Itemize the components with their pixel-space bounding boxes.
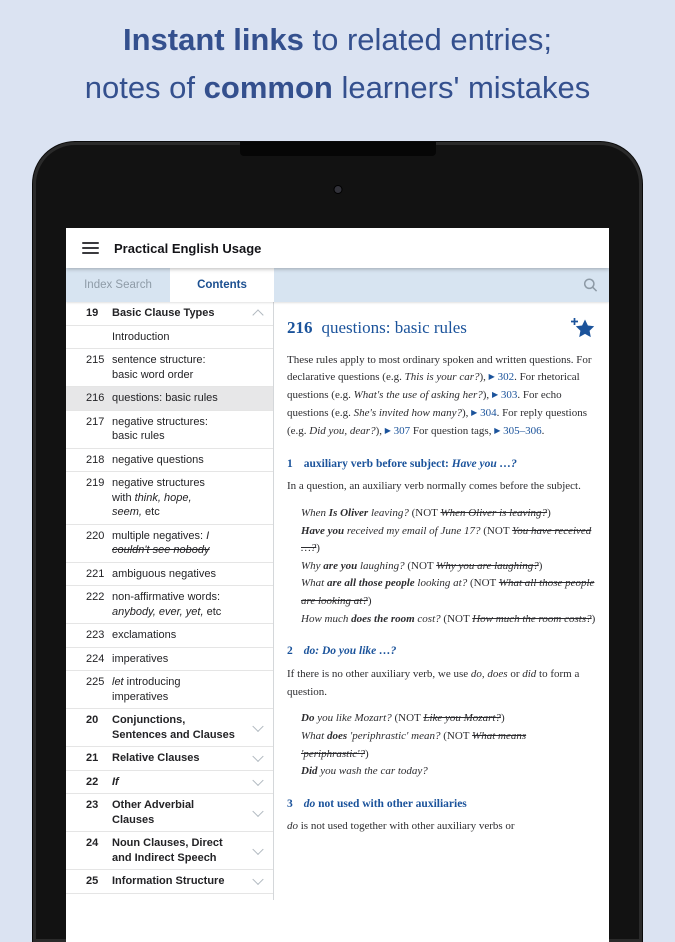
- entry-label: [112, 415, 223, 444]
- article-para: [287, 666, 596, 702]
- text-segment: do: [303, 797, 316, 810]
- text-segment: do:: [303, 645, 322, 658]
- text-segment: She's invited how many?: [353, 406, 462, 419]
- text-segment: ): [367, 595, 372, 607]
- section-number: 1: [287, 457, 293, 470]
- entry-number: [86, 330, 112, 345]
- text-segment: ): [364, 747, 369, 760]
- text-segment: let: [112, 676, 124, 688]
- sidebar-section[interactable]: [66, 747, 273, 771]
- text-segment: anybody, ever, yet,: [112, 605, 204, 618]
- sidebar-section[interactable]: [66, 771, 273, 795]
- text-segment: For question tags,: [410, 424, 495, 437]
- text-segment: Introduction: [112, 330, 170, 343]
- text-segment: What: [301, 730, 327, 743]
- text-segment: learners' mistakes: [332, 70, 591, 105]
- tab-bar: [66, 268, 609, 302]
- text-segment: If there is no other auxiliary verb, we use: [287, 667, 471, 680]
- tablet-frame: [33, 142, 642, 942]
- sidebar-section[interactable]: [66, 870, 273, 894]
- text-segment: negative structures with: [112, 477, 205, 504]
- entry-label: [112, 567, 223, 582]
- text-segment: Do: [301, 712, 315, 725]
- article-number: 216: [287, 318, 313, 337]
- text-segment: questions: basic rules: [112, 392, 218, 404]
- chevron-down-icon: [252, 774, 263, 785]
- tab-contents[interactable]: Contents: [170, 268, 274, 302]
- entry-label: [112, 330, 223, 345]
- text-segment: cost?: [414, 612, 444, 625]
- text-segment: ): [316, 542, 320, 555]
- text-segment: Why: [301, 559, 324, 572]
- text-segment: sentence structure: basic word order: [112, 354, 206, 381]
- text-segment: not used with other auxiliaries: [315, 797, 467, 810]
- article-heading: [287, 642, 596, 661]
- entry-label: [112, 628, 223, 643]
- sidebar-section[interactable]: [66, 794, 273, 832]
- text-segment: non-affirmative words:: [112, 591, 221, 603]
- entry-number: 225: [86, 676, 105, 688]
- entry-number: 218: [86, 453, 105, 466]
- text-segment: looking at?: [414, 577, 470, 590]
- sidebar-entry[interactable]: [66, 387, 273, 411]
- entry-label: [112, 306, 237, 321]
- text-segment: (NOT: [443, 612, 473, 625]
- sidebar-entry[interactable]: [66, 563, 273, 587]
- cross-reference-link[interactable]: 303: [498, 389, 518, 402]
- entry-number: 220: [86, 529, 105, 542]
- split-view: [66, 302, 609, 900]
- entry-label: [112, 675, 223, 704]
- text-segment: notes of: [84, 70, 204, 105]
- text-segment: ): [591, 612, 596, 625]
- entry-label: [112, 391, 223, 406]
- article-example: [301, 611, 596, 629]
- text-segment: couldn't see nobody: [112, 544, 210, 556]
- article-para: [287, 818, 596, 836]
- entry-number: 25: [86, 875, 99, 887]
- entry-number: 21: [86, 752, 99, 764]
- text-segment: (NOT: [469, 577, 499, 590]
- text-segment: ),: [461, 406, 472, 419]
- text-segment: If: [112, 775, 119, 788]
- article-example: [301, 728, 596, 763]
- entry-label: [112, 775, 237, 790]
- text-segment: Did you, dear?: [309, 424, 376, 437]
- text-segment: you like Mozart?: [314, 712, 395, 725]
- text-segment: ),: [375, 424, 385, 437]
- entry-number: 215: [86, 354, 105, 366]
- entry-label: [112, 798, 237, 827]
- text-segment: do: [287, 820, 298, 833]
- article-para: [287, 478, 596, 496]
- text-segment: What all those people are looking at?: [301, 577, 595, 607]
- text-segment: 'periphrastic' mean?: [347, 730, 444, 743]
- sidebar-entry[interactable]: [66, 472, 273, 525]
- entry-number: 22: [86, 775, 99, 788]
- tab-index-search[interactable]: Index Search: [84, 279, 152, 291]
- entry-number: 222: [86, 591, 105, 603]
- text-segment: Conjunctions, Sentences and Clauses: [112, 714, 235, 741]
- sidebar-section[interactable]: [66, 832, 273, 870]
- sidebar-entry[interactable]: [66, 525, 273, 563]
- article-example: [301, 575, 596, 610]
- cross-reference-link[interactable]: 307: [390, 424, 411, 437]
- app-title: Practical English Usage: [114, 240, 262, 256]
- text-segment: are all those people: [326, 577, 415, 590]
- text-segment: . For reply questions (e.g.: [287, 406, 588, 437]
- text-segment: ): [547, 507, 551, 520]
- text-segment: does: [326, 730, 348, 743]
- text-segment: (NOT: [483, 524, 513, 537]
- cross-reference-link[interactable]: ▶: [494, 425, 501, 435]
- entry-number: 219: [86, 477, 105, 489]
- text-segment: ): [500, 712, 505, 725]
- text-segment: Relative Clauses: [112, 752, 200, 764]
- text-segment: .: [541, 424, 545, 437]
- text-segment: etc: [203, 605, 222, 618]
- text-segment: are you: [323, 559, 358, 572]
- article-para: [287, 352, 596, 441]
- text-segment: you wash the car today?: [317, 765, 428, 778]
- text-segment: common: [203, 70, 333, 105]
- entry-label: [112, 353, 223, 382]
- text-segment: ),: [482, 389, 492, 402]
- text-segment: When: [301, 507, 329, 520]
- sidebar-entry[interactable]: [66, 449, 273, 473]
- entry-number: 19: [86, 307, 99, 319]
- article-example: [301, 763, 596, 781]
- text-segment: I: [206, 529, 210, 542]
- text-segment: This is your car?: [404, 371, 480, 384]
- text-segment: ambiguous negatives: [112, 567, 216, 580]
- text-segment: Like you Mozart?: [423, 712, 501, 725]
- text-segment: Why you are laughing?: [436, 559, 539, 572]
- article-heading: [287, 795, 596, 814]
- article-example: [301, 710, 596, 728]
- entry-label: [112, 476, 223, 520]
- text-segment: negative questions: [112, 453, 204, 466]
- chevron-down-icon: [252, 843, 263, 854]
- text-segment: Basic Clause Types: [112, 307, 215, 319]
- article-example: [301, 558, 596, 576]
- cross-reference-link[interactable]: ▶: [384, 425, 391, 435]
- cross-reference-link[interactable]: 304: [477, 406, 497, 419]
- section-number: 3: [287, 797, 293, 810]
- cross-reference-link[interactable]: 302: [494, 371, 515, 384]
- sidebar-entry[interactable]: [66, 411, 273, 449]
- sidebar-entry[interactable]: [66, 326, 273, 350]
- text-segment: Other Adverbial Clauses: [112, 799, 195, 826]
- text-segment: ),: [479, 371, 489, 384]
- favorite-star-icon[interactable]: [570, 317, 596, 340]
- text-segment: do, does: [470, 667, 508, 680]
- chevron-down-icon: [252, 805, 263, 816]
- chevron-down-icon: [252, 751, 263, 762]
- article-pane: [274, 302, 609, 900]
- entry-label: [112, 751, 237, 766]
- sidebar-entry[interactable]: [66, 349, 273, 387]
- banner: [0, 0, 675, 112]
- entry-number: 20: [86, 714, 99, 726]
- text-segment: Instant links: [122, 22, 304, 57]
- text-segment: When Oliver is leaving?: [440, 507, 548, 520]
- text-segment: Noun Clauses, Direct and Indirect Speech: [112, 837, 223, 864]
- sidebar-section[interactable]: [66, 709, 273, 747]
- entry-number: 24: [86, 837, 99, 849]
- article-heading: [287, 455, 596, 474]
- menu-icon[interactable]: [82, 242, 99, 254]
- article-example: [301, 523, 596, 558]
- text-segment: Have you …?: [451, 457, 517, 470]
- sidebar-list: [66, 302, 274, 900]
- entry-label: [112, 836, 237, 865]
- text-segment: (NOT: [407, 559, 437, 572]
- text-segment: Have you: [301, 524, 345, 537]
- text-segment: introducing imperatives: [112, 676, 181, 703]
- cross-reference-link[interactable]: ▶: [491, 390, 499, 400]
- text-segment: (NOT: [394, 712, 424, 725]
- entry-number: 223: [86, 629, 105, 641]
- text-segment: (NOT: [411, 507, 441, 520]
- text-segment: How much: [301, 612, 352, 625]
- text-segment: What's the use of asking her?: [353, 389, 483, 402]
- text-segment: . For echo questions (e.g.: [287, 389, 562, 419]
- text-segment: . For rhetorical questions (e.g.: [287, 371, 580, 402]
- text-segment: In a question, an auxiliary verb normally comes before the subject.: [287, 480, 581, 493]
- text-segment: exclamations: [112, 629, 177, 641]
- text-segment: (NOT: [443, 730, 473, 743]
- text-segment: think, hope, seem,: [112, 491, 192, 518]
- article-example: [301, 505, 596, 523]
- text-segment: negative structures: basic rules: [112, 415, 208, 442]
- text-segment: Is Oliver: [328, 507, 369, 520]
- banner-line2: [0, 64, 675, 112]
- app-bar: [66, 228, 609, 268]
- sidebar-entry[interactable]: [66, 671, 273, 709]
- camera-icon: [334, 186, 341, 193]
- text-segment: Information Structure: [112, 875, 225, 887]
- article-body: [287, 352, 596, 837]
- entry-number: 23: [86, 799, 99, 811]
- text-segment: ): [538, 559, 543, 572]
- app-screen: [66, 228, 609, 942]
- text-segment: to form a question.: [287, 667, 580, 698]
- entry-label: [112, 874, 237, 889]
- article-title: questions: basic rules: [321, 318, 467, 337]
- cross-reference-link[interactable]: 305–306: [500, 424, 542, 437]
- text-segment: What: [301, 577, 327, 590]
- cross-reference-link[interactable]: ▶: [471, 407, 478, 417]
- text-segment: How much the room costs?: [472, 612, 592, 625]
- search-icon[interactable]: [583, 278, 598, 293]
- entry-label: [112, 652, 223, 667]
- text-segment: or: [507, 667, 523, 680]
- article-header: [287, 314, 596, 342]
- entry-label: [112, 590, 223, 619]
- text-segment: laughing?: [357, 559, 408, 572]
- entry-number: 224: [86, 652, 105, 665]
- text-segment: Do you like …?: [321, 645, 397, 658]
- text-segment: multiple negatives:: [112, 529, 207, 542]
- entry-label: [112, 453, 223, 468]
- text-segment: to related entries;: [303, 22, 552, 57]
- text-segment: etc: [141, 506, 160, 518]
- cross-reference-link[interactable]: ▶: [488, 372, 495, 382]
- text-segment: You have received …?: [301, 524, 592, 555]
- chevron-down-icon: [252, 720, 263, 731]
- entry-number: 221: [86, 567, 105, 580]
- sidebar-entry[interactable]: [66, 624, 273, 648]
- speaker-bar: [240, 142, 436, 156]
- text-segment: imperatives: [112, 652, 169, 665]
- text-segment: These rules apply to most ordinary spoken and written questions. For declarative questions (e.g.: [287, 353, 592, 384]
- chevron-up-icon: [252, 310, 263, 321]
- text-segment: leaving?: [368, 507, 412, 520]
- entry-number: 216: [86, 392, 105, 404]
- text-segment: does the room: [351, 612, 415, 625]
- sidebar-entry[interactable]: [66, 648, 273, 672]
- text-segment: auxiliary verb before subject:: [303, 457, 452, 470]
- section-number: 2: [287, 645, 293, 658]
- banner-line1: [0, 16, 675, 64]
- entry-label: [112, 529, 223, 558]
- text-segment: received my email of June 17?: [344, 524, 484, 537]
- text-segment: Did: [301, 765, 318, 778]
- sidebar-section[interactable]: [66, 302, 273, 326]
- entry-number: 217: [86, 415, 105, 428]
- text-segment: did: [522, 667, 537, 680]
- sidebar-entry[interactable]: [66, 586, 273, 624]
- entry-label: [112, 713, 237, 742]
- chevron-down-icon: [252, 874, 263, 885]
- text-segment: is not used together with other auxiliary verbs or: [298, 820, 515, 833]
- text-segment: What means 'periphrastic'?: [301, 730, 527, 760]
